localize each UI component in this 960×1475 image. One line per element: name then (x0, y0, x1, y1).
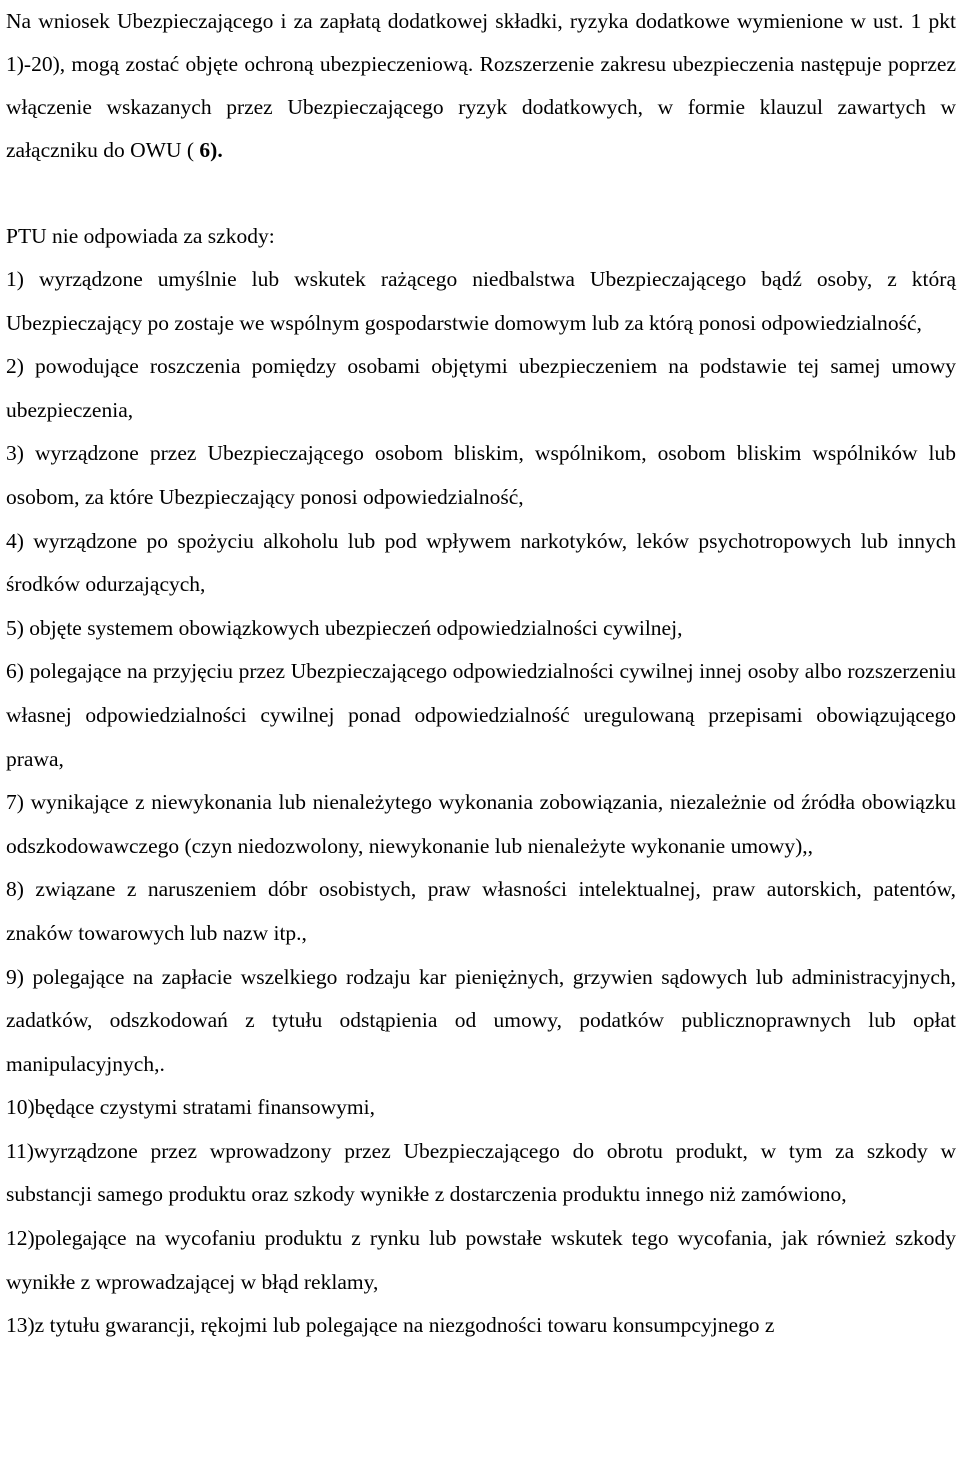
exclusion-item-9 (6, 956, 956, 1087)
item-text: związane z naruszeniem dóbr osobistych, praw własności intelektualnej, praw autorskich, patentów, znaków towarowych lub nazw itp., (6, 877, 956, 945)
item-text: z tytułu gwarancji, rękojmi lub polegające na niezgodności towaru konsumpcyjnego z (34, 1313, 775, 1338)
item-text: polegające na przyjęciu przez Ubezpieczającego odpowiedzialności cywilnej innej osoby albo rozszerzeniu własnej odpowiedzialności cywilnej ponad odpowiedzialność uregulowaną przepisami obowiązującego prawa, (6, 659, 956, 771)
item-number: 12) (6, 1226, 35, 1251)
item-text: wyrządzone przez wprowadzony przez Ubezpieczającego do obrotu produkt, w tym za szkody w substancji samego produktu oraz szkody wynikłe z dostarczenia produktu innego niż zamówiono, (6, 1138, 956, 1207)
item-text: powodujące roszczenia pomiędzy osobami objętymi ubezpieczeniem na podstawie tej samej umowy ubezpieczenia, (6, 354, 956, 422)
item-text: wyrządzone po spożyciu alkoholu lub pod wpływem narkotyków, leków psychotropowych lub innych środków odurzających, (6, 528, 956, 597)
item-number: 5) (6, 615, 24, 640)
item-number: 8) (6, 877, 24, 902)
exclusion-item-4 (6, 520, 956, 607)
exclusion-item-3 (6, 432, 956, 519)
intro-text: Na wniosek Ubezpieczającego i za zapłatą dodatkowej składki, ryzyka dodatkowe wymienione w ust. 1 pkt 1)-20), mogą zostać objęte ochroną ubezpieczeniową. Rozszerzenie zakresu ubezpieczenia następuje poprzez włączenie wskazanych przez Ubezpieczającego ryzyk dodatkowych, w formie klauzul zawartych w załączniku do OWU ( (6, 9, 956, 162)
item-number: 6) (6, 659, 24, 684)
item-text: objęte systemem obowiązkowych ubezpieczeń odpowiedzialności cywilnej, (23, 615, 683, 640)
exclusion-item-10 (6, 1086, 956, 1130)
exclusion-item-8 (6, 868, 956, 955)
exclusion-item-5 (6, 607, 956, 651)
paragraph-gap (6, 172, 956, 214)
intro-paragraph (6, 0, 956, 172)
item-number: 9) (6, 964, 24, 989)
item-number: 11) (6, 1138, 34, 1163)
exclusion-item-1 (6, 258, 956, 345)
document-page (6, 0, 956, 1348)
item-number: 2) (6, 354, 24, 379)
item-text: wynikające z niewykonania lub nienależytego wykonania zobowiązania, niezależnie od źródła obowiązku odszkodowawczego (czyn niedozwolony, niewykonanie lub nienależyte wykonanie umowy),, (6, 790, 956, 858)
item-number: 10) (6, 1095, 35, 1120)
item-text: będące czystymi stratami finansowymi, (34, 1095, 375, 1120)
exclusion-item-13 (6, 1304, 956, 1348)
exclusions-heading: PTU nie odpowiada za szkody: (6, 224, 275, 248)
item-number: 4) (6, 528, 24, 553)
item-number: 3) (6, 441, 24, 466)
item-number: 13) (6, 1313, 35, 1338)
item-text: wyrządzone umyślnie lub wskutek rażącego niedbalstwa Ubezpieczającego bądź osoby, z którą Ubezpieczający po zostaje we wspólnym gospodarstwie domowym lub za którą ponosi odpowiedzialność, (6, 267, 956, 335)
exclusion-item-6 (6, 650, 956, 781)
exclusion-item-12 (6, 1217, 956, 1304)
item-text: polegające na zapłacie wszelkiego rodzaju kar pieniężnych, grzywien sądowych lub administracyjnych, zadatków, odszkodowań z tytułu odstąpienia od umowy, podatków publicznoprawnych lub opłat manipulacyjnych,. (6, 964, 956, 1076)
exclusion-item-11 (6, 1130, 956, 1217)
item-text: wyrządzone przez Ubezpieczającego osobom bliskim, wspólnikom, osobom bliskim wspólników lub osobom, za które Ubezpieczający ponosi odpowiedzialność, (6, 441, 956, 509)
exclusion-item-2 (6, 345, 956, 432)
exclusions-list (6, 258, 956, 1348)
item-number: 1) (6, 267, 24, 291)
item-text: polegające na wycofaniu produktu z rynku lub powstałe wskutek tego wycofania, jak również szkody wynikłe z wprowadzającej w błąd reklamy, (6, 1226, 956, 1294)
item-number: 7) (6, 790, 24, 815)
intro-section-ref: 6). (199, 138, 223, 162)
exclusion-item-7 (6, 781, 956, 868)
